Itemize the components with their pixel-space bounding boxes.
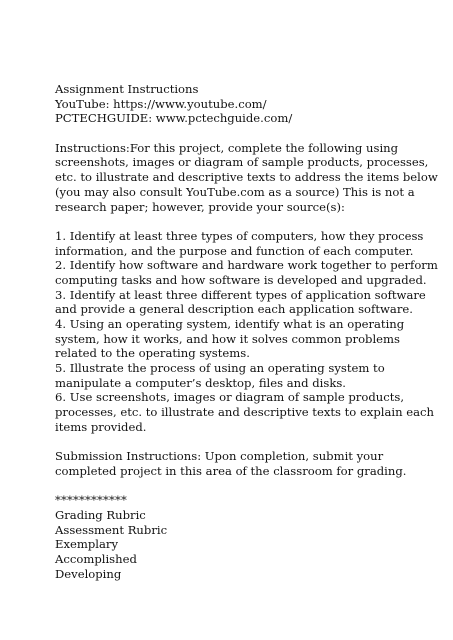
instructions-line: screenshots, images or diagram of sample products, processes,: [55, 155, 429, 170]
pctechguide-link-line: PCTECHGUIDE: www.pctechguide.com/: [55, 111, 293, 126]
instructions-line: (you may also consult YouTube.com as a source) This is not a: [55, 184, 415, 199]
instructions-line: etc. to illustrate and descriptive texts to address the items below: [55, 170, 438, 185]
separator-line: ************: [55, 493, 127, 508]
item-line: 2. Identify how software and hardware work together to perform: [55, 258, 438, 273]
paragraph-gap: [55, 479, 445, 494]
item-line: and provide a general description each application software.: [55, 302, 413, 317]
item-line: items provided.: [55, 419, 147, 434]
instructions-line: research paper; however, provide your source(s):: [55, 199, 345, 214]
item-line: manipulate a computer’s desktop, files and disks.: [55, 375, 346, 390]
item-line: related to the operating systems.: [55, 346, 250, 361]
item-line: 1. Identify at least three types of computers, how they process: [55, 228, 424, 243]
rubric-line: Exemplary: [55, 537, 118, 552]
submission-line: Submission Instructions: Upon completion, submit your: [55, 449, 384, 464]
paragraph-gap: [55, 126, 445, 141]
submission-line: completed project in this area of the classroom for grading.: [55, 463, 407, 478]
document-body: [55, 82, 445, 581]
item-line: information, and the purpose and function of each computer.: [55, 243, 414, 258]
rubric-list: [55, 508, 445, 581]
youtube-link-line: YouTube: https://www.youtube.com/: [55, 96, 267, 111]
document-title: Assignment Instructions: [55, 82, 199, 96]
rubric-line: Grading Rubric: [55, 507, 146, 522]
paragraph-gap: [55, 214, 445, 229]
item-line: processes, etc. to illustrate and descriptive texts to explain each: [55, 405, 435, 420]
item-line: system, how it works, and how it solves common problems: [55, 331, 400, 346]
rubric-line: Assessment Rubric: [55, 522, 168, 537]
rubric-line: Developing: [55, 566, 122, 581]
numbered-items: [55, 229, 445, 435]
item-line: 3. Identify at least three different types of application software: [55, 287, 426, 302]
item-line: 4. Using an operating system, identify what is an operating: [55, 317, 405, 331]
rubric-line: Accomplished: [55, 552, 137, 566]
instructions-paragraph: [55, 141, 445, 214]
item-line: 5. Illustrate the process of using an operating system to: [55, 361, 385, 376]
submission-paragraph: [55, 449, 445, 478]
paragraph-gap: [55, 435, 445, 450]
item-line: 6. Use screenshots, images or diagram of sample products,: [55, 390, 405, 405]
item-line: computing tasks and how software is developed and upgraded.: [55, 272, 427, 287]
instructions-line: Instructions:For this project, complete the following using: [55, 140, 399, 155]
